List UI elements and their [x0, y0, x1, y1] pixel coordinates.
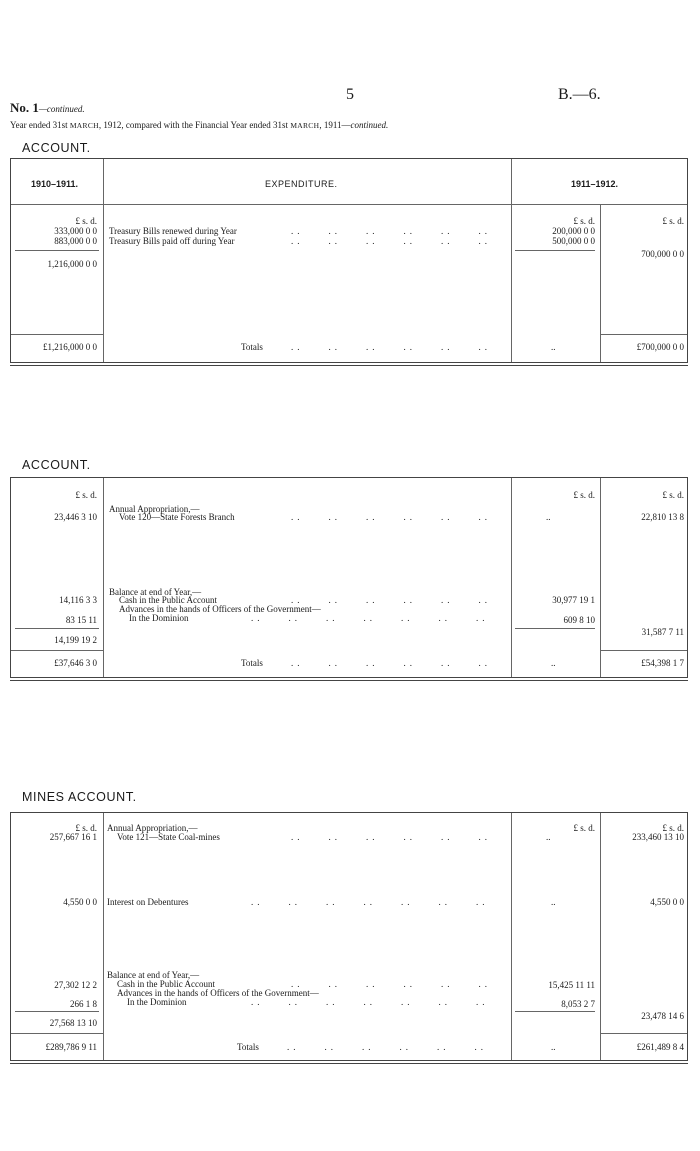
section3-vote-mid: ..	[546, 832, 551, 842]
section2-units-right: £ s. d.	[662, 490, 684, 500]
schedule-number-label: No. 1	[10, 100, 39, 115]
section3-total-rule	[600, 1033, 687, 1034]
leader-dots: .. .. .. .. .. ..	[291, 226, 491, 236]
section1-total-rule	[600, 334, 687, 335]
leader-dots: .. .. .. .. .. ..	[291, 658, 491, 668]
section3-col-divider	[600, 813, 601, 1060]
section2-cash-mid: 30,977 19 1	[552, 595, 595, 605]
subtitle-continued: continued.	[350, 120, 389, 130]
section1-row-desc: Treasury Bills paid off during Year	[109, 236, 235, 246]
section2-total-mid: ..	[551, 658, 556, 668]
section2-total-rule	[11, 650, 103, 651]
section2-total-right: £54,398 1 7	[641, 658, 684, 668]
section2-cash: Cash in the Public Account	[119, 595, 217, 605]
section3-cash-left: 27,302 12 2	[54, 980, 97, 990]
subtitle-month-2: MARCH	[290, 121, 320, 130]
section1-subtotal-rule	[515, 250, 595, 251]
leader-dots: .. .. .. .. .. ..	[287, 1042, 487, 1052]
section2-total-rule	[600, 650, 687, 651]
section2-balance-right: 31,587 7 11	[641, 627, 684, 637]
section1-row-mid: 500,000 0 0	[552, 236, 595, 246]
schedule-subtitle	[10, 120, 388, 130]
leader-dots: .. .. .. .. .. ..	[291, 342, 491, 352]
section1-units-mid: £ s. d.	[573, 216, 595, 226]
schedule-number	[10, 100, 85, 116]
section3-col-divider	[511, 813, 512, 1060]
section2-total-left: £37,646 3 0	[54, 658, 97, 668]
section2-col-divider	[511, 478, 512, 677]
leader-dots: .. .. .. .. .. ..	[291, 832, 491, 842]
section3-interest-mid: ..	[551, 897, 556, 907]
section1-col-divider	[600, 204, 601, 362]
section3-interest-left: 4,550 0 0	[63, 897, 97, 907]
section2-advances: Advances in the hands of Officers of the Government—	[119, 604, 321, 614]
section2-vote-mid: ..	[546, 512, 551, 522]
section3-dominion-mid: 8,053 2 7	[561, 999, 595, 1009]
section3-vote-left: 257,667 16 1	[49, 832, 97, 842]
subtitle-part-b: , 1912, compared with the Financial Year ended 31st	[98, 120, 291, 130]
section3-units-right: £ s. d.	[662, 823, 684, 833]
section3-totals-label: Totals	[237, 1042, 259, 1052]
section3-balance-right: 23,478 14 6	[641, 1011, 684, 1021]
section2-heading: ACCOUNT.	[22, 458, 91, 472]
section2-table	[10, 477, 688, 678]
section2-dominion-left: 83 15 11	[65, 615, 97, 625]
section3-dominion-left: 266 1 8	[70, 999, 97, 1009]
section3-cash: Cash in the Public Account	[117, 979, 215, 989]
section1-units-right: £ s. d.	[662, 216, 684, 226]
section2-col-divider	[103, 478, 104, 677]
section2-balance-left: 14,199 19 2	[54, 635, 97, 645]
section3-units-mid: £ s. d.	[573, 823, 595, 833]
section1-row-mid: 200,000 0 0	[552, 226, 595, 236]
leader-dots: .. .. .. .. .. ..	[291, 512, 491, 522]
leader-dots: .. .. .. .. .. ..	[291, 595, 491, 605]
section1-units-left: £ s. d.	[75, 216, 97, 226]
subtitle-month-1: MARCH	[69, 121, 99, 130]
section1-total-mid: ..	[551, 342, 556, 352]
leader-dots: .. .. .. .. .. .. ..	[251, 613, 489, 623]
section2-units-left: £ s. d.	[75, 490, 97, 500]
section1-col-divider	[511, 159, 512, 362]
section1-col-1910: 1910–1911.	[31, 179, 79, 189]
section2-dominion: In the Dominion	[129, 613, 189, 623]
leader-dots: .. .. .. .. .. ..	[291, 236, 491, 246]
section1-total-left: £1,216,000 0 0	[43, 342, 97, 352]
section3-balance-left: 27,568 13 10	[49, 1018, 97, 1028]
leader-dots: .. .. .. .. .. ..	[291, 979, 491, 989]
section3-double-rule	[10, 1063, 688, 1064]
section3-dominion: In the Dominion	[127, 997, 187, 1007]
section1-row-left: 883,000 0 0	[54, 236, 97, 246]
section2-dominion-mid: 609 8 10	[563, 615, 595, 625]
section3-vote: Vote 121—State Coal-mines	[117, 832, 220, 842]
section3-total-left: £289,786 9 11	[45, 1042, 97, 1052]
section2-cash-left: 14,116 3 3	[59, 595, 97, 605]
section3-appropriation: Annual Appropriation,—	[107, 823, 198, 833]
section2-vote: Vote 120—State Forests Branch	[119, 512, 235, 522]
document-reference: B.—6.	[558, 86, 601, 103]
section3-interest-right: 4,550 0 0	[650, 897, 684, 907]
section2-double-rule	[10, 680, 688, 681]
leader-dots: .. .. .. .. .. .. ..	[251, 997, 489, 1007]
section3-total-right: £261,489 8 4	[636, 1042, 684, 1052]
section1-row-desc: Treasury Bills renewed during Year	[109, 226, 237, 236]
section1-subtotal-rule	[15, 250, 99, 251]
section1-col-1912: 1911–1912.	[571, 179, 619, 189]
section3-subtotal-rule	[15, 1011, 99, 1012]
leader-dots: .. .. .. .. .. .. ..	[251, 897, 489, 907]
section2-vote-right: 22,810 13 8	[641, 512, 684, 522]
section1-left-subtotal: 1,216,000 0 0	[47, 259, 97, 269]
section2-subtotal-rule	[15, 628, 99, 629]
section1-totals-label: Totals	[241, 342, 263, 352]
section1-col-divider	[103, 159, 104, 362]
section2-totals-label: Totals	[241, 658, 263, 668]
schedule-continued: —continued.	[38, 104, 85, 114]
section1-table	[10, 158, 688, 363]
page-number: 5	[346, 86, 354, 103]
section3-table	[10, 812, 688, 1061]
subtitle-part-a: Year ended 31st	[10, 120, 70, 130]
section2-vote-left: 23,446 3 10	[54, 512, 97, 522]
section1-total-rule	[11, 334, 103, 335]
section2-balance: Balance at end of Year,—	[109, 587, 202, 597]
section3-total-rule	[11, 1033, 103, 1034]
section1-double-rule	[10, 365, 688, 366]
section3-heading: MINES ACCOUNT.	[22, 790, 137, 804]
section1-right-amount: 700,000 0 0	[641, 249, 684, 259]
subtitle-part-c: , 1911—	[319, 120, 351, 130]
section3-balance: Balance at end of Year,—	[107, 970, 200, 980]
section3-advances: Advances in the hands of Officers of the Government—	[117, 988, 319, 998]
section1-col-expenditure: EXPENDITURE.	[265, 179, 338, 189]
section3-vote-right: 233,460 13 10	[632, 832, 684, 842]
section1-row-left: 333,000 0 0	[54, 226, 97, 236]
section2-appropriation: Annual Appropriation,—	[109, 504, 200, 514]
section3-interest: Interest on Debentures	[107, 897, 189, 907]
section1-total-right: £700,000 0 0	[636, 342, 684, 352]
section1-heading: ACCOUNT.	[22, 141, 91, 155]
section3-subtotal-rule	[515, 1011, 595, 1012]
section3-col-divider	[103, 813, 104, 1060]
section3-total-mid: ..	[551, 1042, 556, 1052]
section1-header-rule	[11, 204, 687, 205]
section2-units-mid: £ s. d.	[573, 490, 595, 500]
section3-cash-mid: 15,425 11 11	[548, 980, 595, 990]
section3-units-left: £ s. d.	[75, 823, 97, 833]
section2-col-divider	[600, 478, 601, 677]
section2-subtotal-rule	[515, 628, 595, 629]
